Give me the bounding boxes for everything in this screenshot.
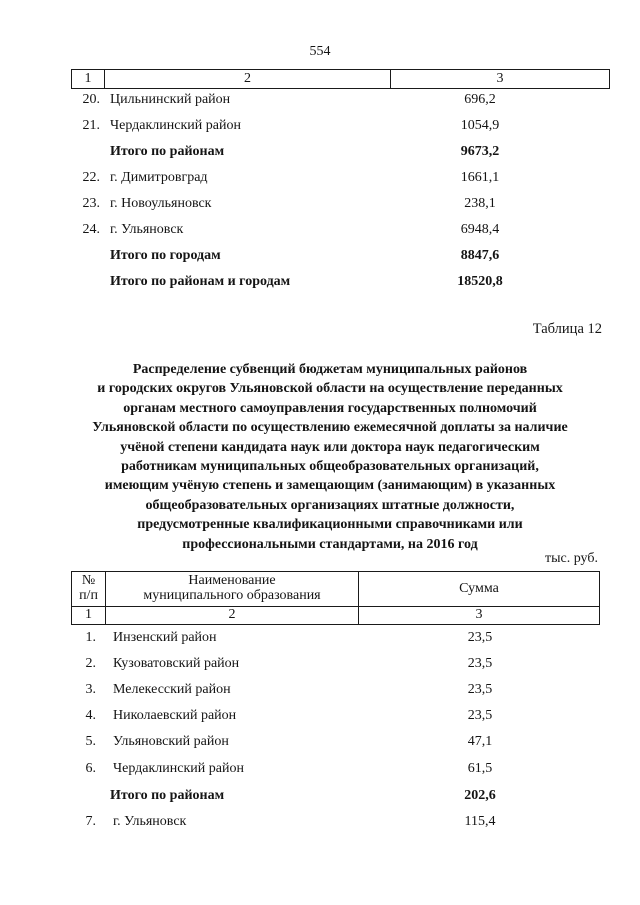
title-line: работникам муниципальных общеобразовательных организаций, [121,459,539,475]
title-line: Ульяновской области по осуществлению ежемесячной доплаты за наличие [92,420,568,436]
header-number-abbr: п/п [79,588,98,603]
row-number: 24. [82,222,100,237]
row-name: Итого по районам [110,144,225,159]
row-name: Итого по районам [110,788,225,803]
row-number: 3. [85,682,96,697]
row-number: 6. [85,761,96,776]
row-name: Кузоватовский район [113,656,240,671]
row-value: 23,5 [467,682,493,697]
table2-header-sum: Сумма [359,572,600,607]
header-number-symbol: № [81,573,96,589]
row-value: 23,5 [467,708,493,723]
row-value: 18520,8 [457,274,503,289]
row-number: 5. [85,734,96,749]
row-name: Инзенский район [113,630,217,645]
title-line: профессиональными стандартами, на 2016 год [182,536,478,552]
row-value: 1661,1 [460,170,500,185]
row-value: 23,5 [467,656,493,671]
row-value: 1054,9 [460,118,500,133]
row-number: 1. [85,630,96,645]
row-number: 20. [82,92,100,107]
table2-header [71,571,600,625]
row-name: Итого по районам и городам [110,274,291,289]
header-name-line2: муниципального образования [143,588,321,603]
title-line: предусмотренные квалификационными справочниками или [137,517,523,533]
row-number: 22. [82,170,100,185]
row-value: 238,1 [464,196,496,211]
table1-header-col2: 2 [105,70,391,89]
unit-label: тыс. руб. [545,551,598,566]
row-number: 21. [82,118,100,133]
row-name: г. Новоульяновск [110,196,212,211]
row-name: Чердаклинский район [113,761,244,776]
row-name: Мелекесский район [113,682,231,697]
table-label: Таблица 12 [532,321,602,337]
row-number: 23. [82,196,100,211]
row-value: 47,1 [467,734,493,749]
row-name: г. Ульяновск [110,222,184,237]
row-value: 6948,4 [460,222,500,237]
title-line: учёной степени кандидата наук или доктора наук педагогическим [120,439,540,455]
row-name: г. Ульяновск [113,814,187,829]
row-value: 8847,6 [460,248,500,263]
table2-header-name [106,572,359,607]
title-line: Распределение субвенций бюджетам муниципальных районов [132,362,528,377]
row-value: 115,4 [464,814,496,829]
table1-header-col3: 3 [391,70,610,89]
row-name: г. Димитровград [110,170,208,185]
title-line: имеющим учёную степень и замещающим (занимающим) в указанных [104,478,556,494]
title-line: общеобразовательных организациях штатные должности, [145,497,515,513]
table2-header-number [72,572,106,607]
row-number: 7. [85,814,96,829]
row-value: 202,6 [464,788,496,803]
row-name: Николаевский район [113,708,237,723]
row-name: Ульяновский район [113,734,229,749]
row-value: 23,5 [467,630,493,645]
row-value: 61,5 [467,761,493,776]
row-name: Чердаклинский район [110,118,241,133]
document-title [60,360,600,554]
table1-header-col1: 1 [72,70,105,89]
row-value: 696,2 [464,92,496,107]
row-number: 2. [85,656,96,671]
page-number: 554 [309,44,331,59]
title-line: органам местного самоуправления государственных полномочий [123,400,537,416]
row-name: Цильнинский район [110,92,231,107]
title-line: и городских округов Ульяновской области на осуществление переданных [97,381,563,397]
table2-header-col1: 1 [72,607,106,625]
table2-header-col3: 3 [359,607,600,625]
row-value: 9673,2 [460,144,500,159]
table2-header-col2: 2 [106,607,359,625]
table1-header [71,69,610,89]
row-name: Итого по городам [110,248,221,263]
header-name-line1: Наименование [188,573,276,589]
row-number: 4. [85,708,96,723]
